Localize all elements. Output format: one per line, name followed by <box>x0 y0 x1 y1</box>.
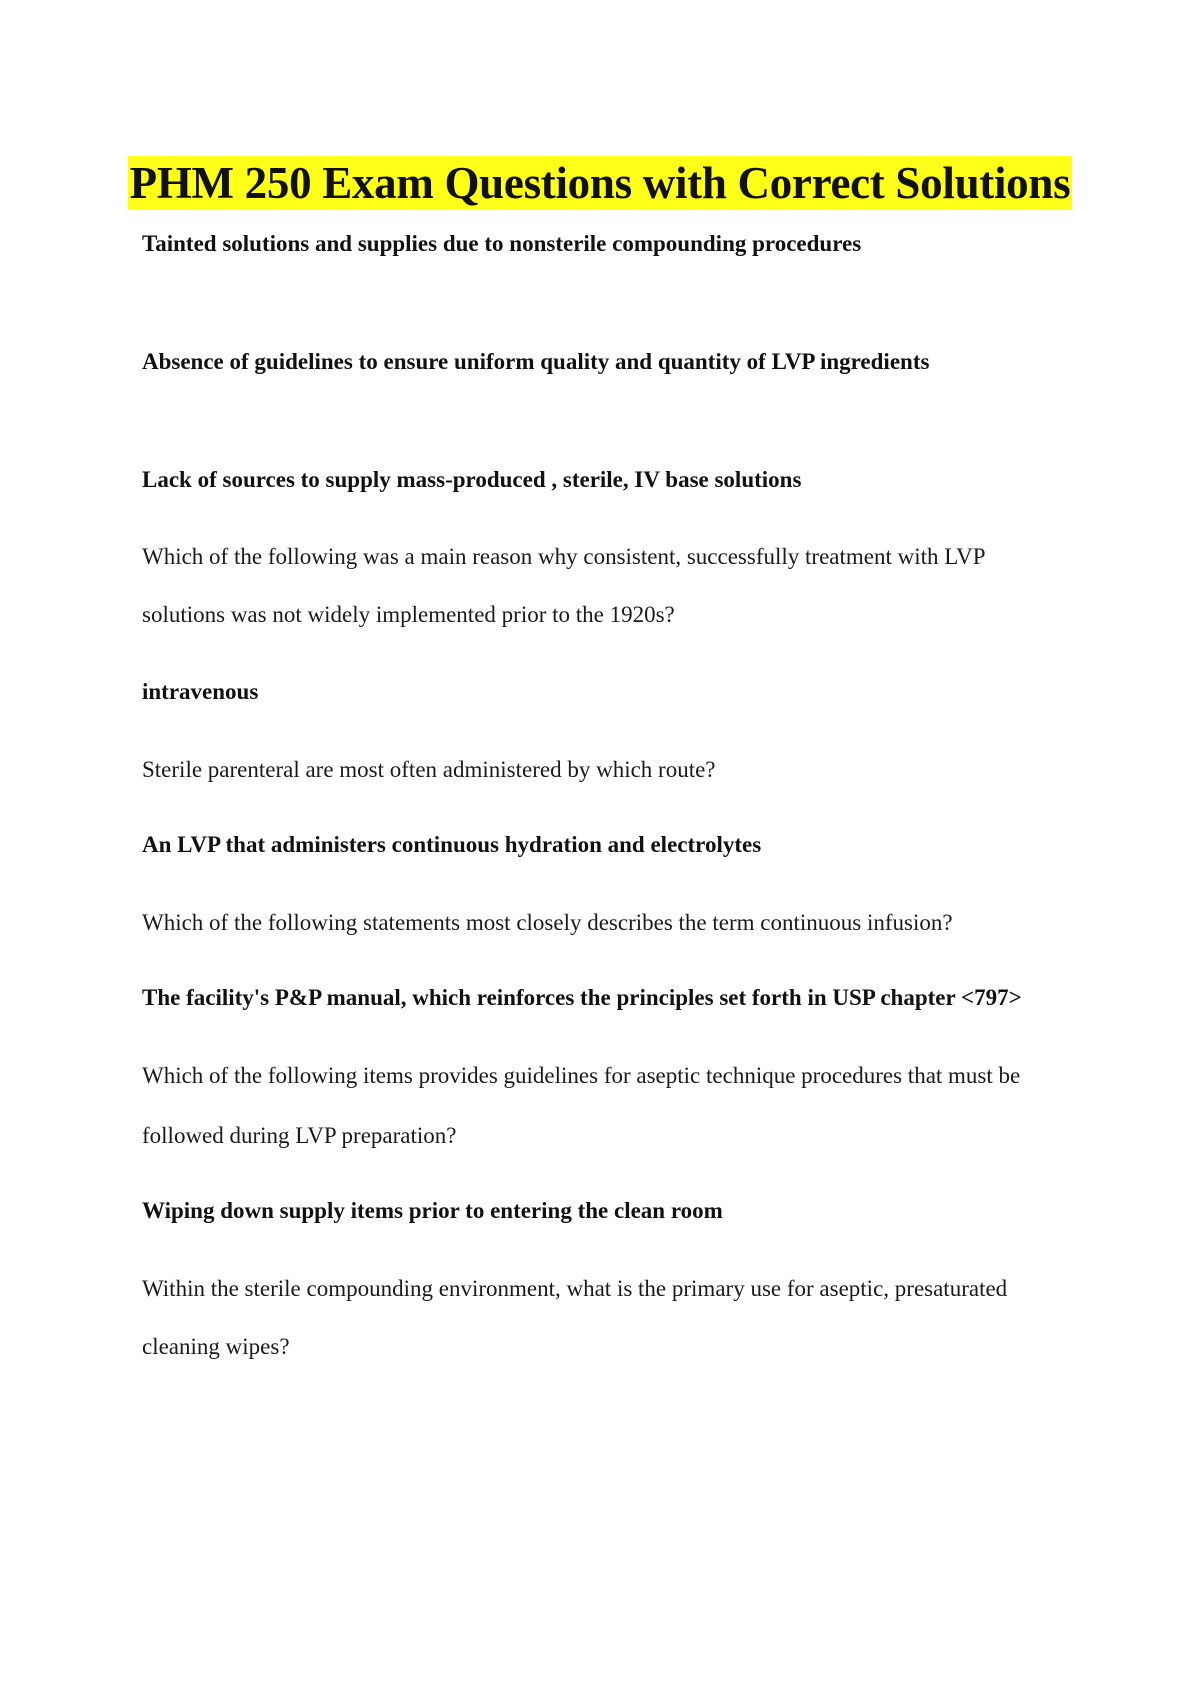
question-text: followed during LVP preparation? <box>142 1123 457 1148</box>
title-container <box>0 156 1200 210</box>
document-title: PHM 250 Exam Questions with Correct Solutions <box>129 158 1071 208</box>
question-text: solutions was not widely implemented prior to the 1920s? <box>142 602 675 627</box>
answer-text: The facility's P&P manual, which reinforces the principles set forth in USP chapter <797> <box>142 985 1022 1010</box>
question-text: Sterile parenteral are most often administered by which route? <box>142 757 716 782</box>
question-text: Which of the following was a main reason why consistent, successfully treatment with LVP <box>142 544 986 569</box>
question-text: cleaning wipes? <box>142 1334 290 1359</box>
answer-text: Absence of guidelines to ensure uniform quality and quantity of LVP ingredients <box>142 349 930 374</box>
question-text: Which of the following items provides guidelines for aseptic technique procedures that must be <box>142 1063 1021 1088</box>
answer-text: Tainted solutions and supplies due to nonsterile compounding procedures <box>142 231 862 256</box>
question-text: Within the sterile compounding environment, what is the primary use for aseptic, presaturated <box>142 1276 1008 1301</box>
answer-text: Wiping down supply items prior to entering the clean room <box>142 1198 723 1223</box>
answer-text: An LVP that administers continuous hydration and electrolytes <box>142 832 762 857</box>
question-text: Which of the following statements most closely describes the term continuous infusion? <box>142 910 953 935</box>
answer-text: Lack of sources to supply mass-produced , sterile, IV base solutions <box>142 467 802 492</box>
answer-text: intravenous <box>142 679 259 704</box>
